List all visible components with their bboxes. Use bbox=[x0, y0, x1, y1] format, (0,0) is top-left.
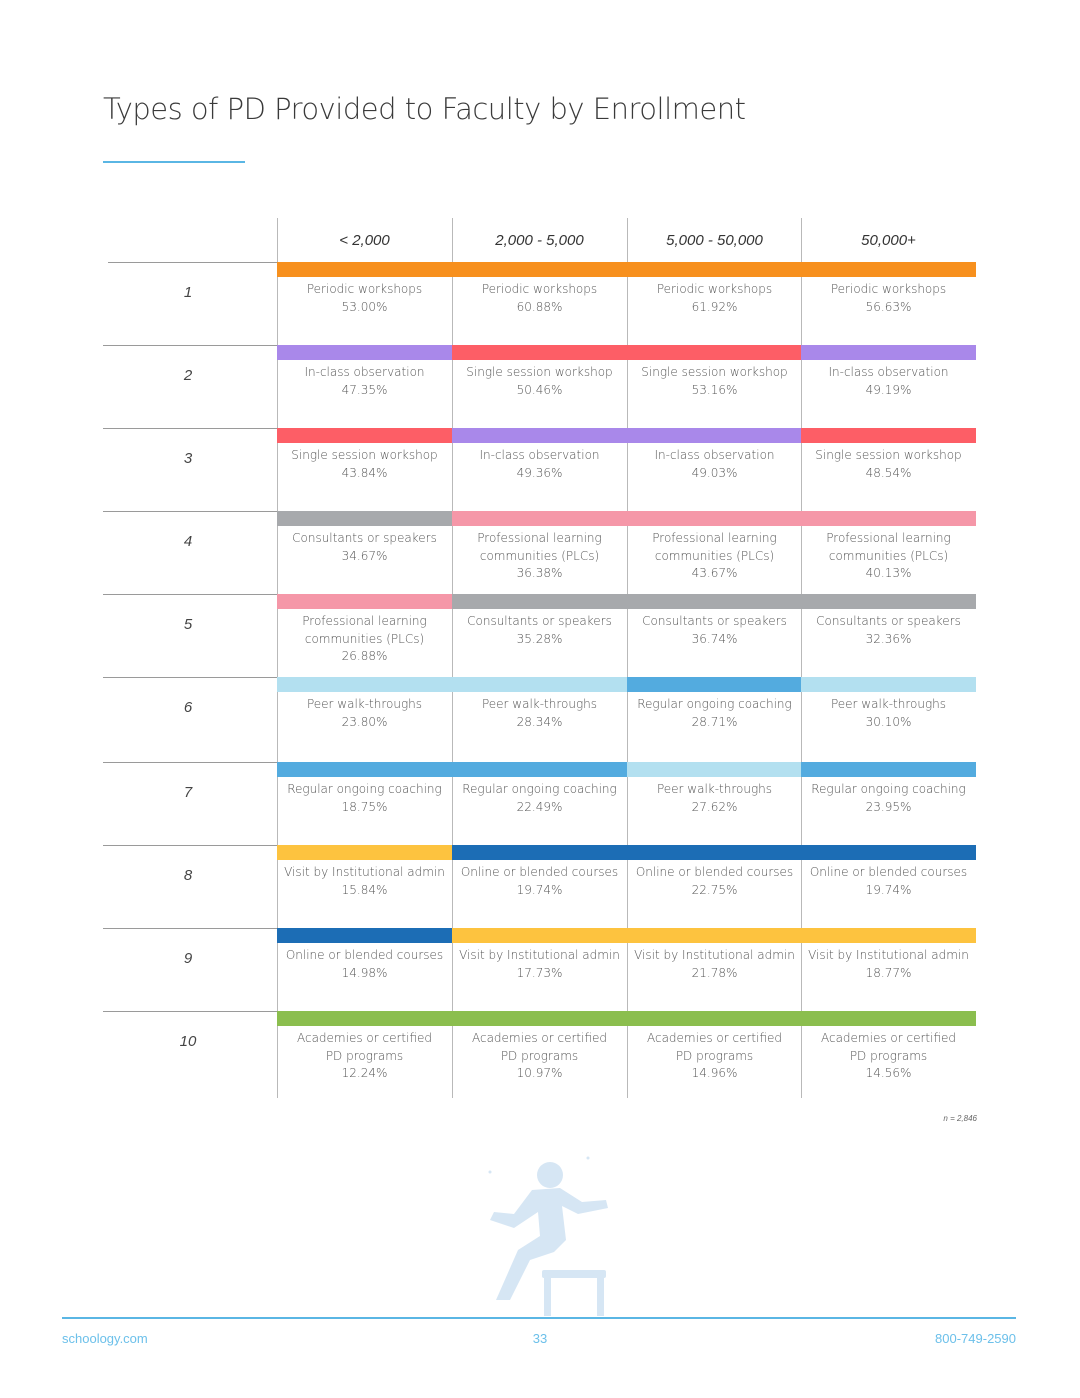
ranking-cell bbox=[627, 928, 802, 982]
pd-type-label: PD programs bbox=[849, 1048, 928, 1063]
pd-percentage: 60.88% bbox=[516, 299, 563, 314]
cell-text bbox=[801, 613, 976, 648]
ranking-cell bbox=[277, 594, 452, 666]
cell-text bbox=[452, 696, 627, 731]
pd-percentage: 49.03% bbox=[691, 465, 738, 480]
ranking-cell bbox=[801, 428, 976, 482]
pd-type-label: communities (PLCs) bbox=[828, 548, 949, 563]
category-color-bar bbox=[801, 1011, 976, 1026]
category-color-bar bbox=[452, 262, 627, 277]
pd-type-label: Visit by Institutional admin bbox=[284, 865, 445, 879]
pd-type-label: Single session workshop bbox=[815, 448, 962, 462]
cell-text bbox=[627, 530, 802, 583]
rank-label: 4 bbox=[183, 533, 193, 550]
cell-text bbox=[277, 447, 452, 482]
cell-text bbox=[277, 864, 452, 899]
pd-type-label: Periodic workshops bbox=[306, 282, 423, 296]
category-color-bar bbox=[452, 594, 627, 609]
cell-text bbox=[452, 947, 627, 982]
row-divider bbox=[103, 594, 277, 595]
pd-type-label: Academies or certified bbox=[646, 1031, 783, 1045]
cell-text bbox=[277, 281, 452, 316]
pd-percentage: 50.46% bbox=[516, 382, 563, 397]
row-divider bbox=[103, 677, 277, 678]
cell-text bbox=[452, 364, 627, 399]
cell-text bbox=[452, 613, 627, 648]
ranking-cell bbox=[627, 428, 802, 482]
category-color-bar bbox=[627, 345, 802, 360]
pd-type-label: Peer walk-throughs bbox=[656, 782, 773, 796]
pd-percentage: 28.34% bbox=[516, 714, 563, 729]
cell-text bbox=[452, 864, 627, 899]
category-color-bar bbox=[277, 762, 452, 777]
category-color-bar bbox=[277, 594, 452, 609]
page-number: 33 bbox=[532, 1331, 548, 1346]
rank-label: 5 bbox=[183, 616, 193, 633]
pd-type-label: Online or blended courses bbox=[285, 948, 444, 962]
pd-type-label: Single session workshop bbox=[291, 448, 438, 462]
pd-type-label: Consultants or speakers bbox=[292, 531, 437, 545]
pd-type-label: Academies or certified bbox=[296, 1031, 433, 1045]
ranking-cell bbox=[627, 762, 802, 816]
cell-text bbox=[801, 281, 976, 316]
pd-percentage: 19.74% bbox=[516, 882, 563, 897]
cell-text bbox=[452, 281, 627, 316]
pd-type-label: In-class observation bbox=[479, 448, 600, 462]
rank-label: 3 bbox=[183, 450, 193, 467]
ranking-cell bbox=[277, 677, 452, 731]
category-color-bar bbox=[627, 928, 802, 943]
ranking-cell bbox=[452, 594, 627, 648]
pd-type-label: Regular ongoing coaching bbox=[462, 782, 617, 796]
pd-percentage: 14.56% bbox=[865, 1066, 912, 1080]
cell-text bbox=[452, 447, 627, 482]
pd-percentage: 17.73% bbox=[516, 965, 563, 980]
footer-divider bbox=[62, 1317, 1016, 1319]
pd-percentage: 49.36% bbox=[516, 465, 563, 480]
ranking-cell bbox=[801, 762, 976, 816]
ranking-cell bbox=[452, 428, 627, 482]
sample-size-note: n = 2,846 bbox=[943, 1114, 977, 1123]
category-color-bar bbox=[277, 345, 452, 360]
category-color-bar bbox=[801, 677, 976, 692]
category-color-bar bbox=[627, 845, 802, 860]
pd-type-label: Professional learning bbox=[652, 531, 777, 545]
pd-type-label: Periodic workshops bbox=[830, 282, 947, 296]
pd-type-label: Consultants or speakers bbox=[642, 614, 787, 628]
pd-percentage: 28.71% bbox=[691, 714, 738, 729]
category-color-bar bbox=[277, 511, 452, 526]
rank-label: 6 bbox=[183, 699, 193, 716]
category-color-bar bbox=[801, 845, 976, 860]
pd-percentage: 30.10% bbox=[865, 714, 912, 729]
pd-percentage: 22.49% bbox=[516, 799, 563, 814]
rank-label: 2 bbox=[183, 367, 193, 384]
pd-percentage: 14.96% bbox=[691, 1066, 738, 1080]
rank-label: 9 bbox=[183, 950, 193, 967]
pd-type-label: Peer walk-throughs bbox=[306, 697, 423, 711]
category-color-bar bbox=[801, 762, 976, 777]
ranking-cell bbox=[452, 345, 627, 399]
pd-type-label: Peer walk-throughs bbox=[481, 697, 598, 711]
category-color-bar bbox=[277, 262, 452, 277]
cell-text bbox=[627, 1030, 802, 1083]
ranking-cell bbox=[627, 1011, 802, 1083]
category-color-bar bbox=[627, 262, 802, 277]
ranking-cell bbox=[801, 928, 976, 982]
row-divider bbox=[103, 345, 277, 346]
pd-type-label: In-class observation bbox=[828, 365, 949, 379]
cell-text bbox=[452, 1030, 627, 1083]
category-color-bar bbox=[277, 428, 452, 443]
pd-type-label: Regular ongoing coaching bbox=[287, 782, 442, 796]
pd-percentage: 14.98% bbox=[341, 965, 388, 980]
row-divider bbox=[103, 428, 277, 429]
category-color-bar bbox=[801, 345, 976, 360]
ranking-cell bbox=[452, 762, 627, 816]
ranking-cell bbox=[277, 1011, 452, 1083]
ranking-cell bbox=[277, 345, 452, 399]
category-color-bar bbox=[627, 511, 802, 526]
pd-percentage: 23.80% bbox=[341, 714, 388, 729]
pd-type-label: Professional learning bbox=[826, 531, 951, 545]
category-color-bar bbox=[452, 677, 627, 692]
pd-type-label: Academies or certified bbox=[820, 1031, 957, 1045]
pd-percentage: 48.54% bbox=[865, 465, 912, 480]
category-color-bar bbox=[277, 1011, 452, 1026]
cell-text bbox=[627, 613, 802, 648]
rank-label: 8 bbox=[183, 867, 193, 884]
category-color-bar bbox=[452, 345, 627, 360]
cell-text bbox=[627, 281, 802, 316]
ranking-cell bbox=[801, 594, 976, 648]
category-color-bar bbox=[801, 511, 976, 526]
column-header: 50,000+ bbox=[861, 232, 916, 249]
pd-percentage: 21.78% bbox=[691, 965, 738, 980]
cell-text bbox=[801, 781, 976, 816]
pd-percentage: 61.92% bbox=[691, 299, 738, 314]
category-color-bar bbox=[452, 428, 627, 443]
cell-text bbox=[627, 447, 802, 482]
pd-type-label: Professional learning bbox=[302, 614, 427, 628]
cell-text bbox=[452, 530, 627, 583]
footer-website-link[interactable]: schoology.com bbox=[62, 1331, 148, 1346]
pd-percentage: 27.62% bbox=[691, 799, 738, 814]
pd-type-label: Regular ongoing coaching bbox=[637, 697, 792, 711]
pd-type-label: Consultants or speakers bbox=[467, 614, 612, 628]
category-color-bar bbox=[452, 928, 627, 943]
pd-type-label: PD programs bbox=[500, 1048, 579, 1063]
hurdler-figure-icon bbox=[470, 1150, 620, 1320]
row-divider bbox=[103, 762, 277, 763]
pd-percentage: 53.16% bbox=[691, 382, 738, 397]
cell-text bbox=[277, 696, 452, 731]
pd-type-label: Professional learning bbox=[477, 531, 602, 545]
category-color-bar bbox=[801, 262, 976, 277]
ranking-cell bbox=[627, 594, 802, 648]
pd-percentage: 23.95% bbox=[865, 799, 912, 814]
cell-text bbox=[801, 696, 976, 731]
pd-type-label: Single session workshop bbox=[466, 365, 613, 379]
pd-percentage: 36.38% bbox=[516, 566, 563, 580]
pd-type-label: Periodic workshops bbox=[656, 282, 773, 296]
pd-percentage: 43.84% bbox=[341, 465, 388, 480]
rank-label: 1 bbox=[183, 284, 193, 301]
ranking-cell bbox=[627, 677, 802, 731]
pd-percentage: 47.35% bbox=[341, 382, 388, 397]
ranking-cell bbox=[452, 511, 627, 583]
page-title: Types of PD Provided to Faculty by Enrollment bbox=[103, 92, 746, 126]
cell-text bbox=[452, 781, 627, 816]
ranking-cell bbox=[627, 262, 802, 316]
pd-type-label: Visit by Institutional admin bbox=[634, 948, 795, 962]
pd-percentage: 40.13% bbox=[865, 566, 912, 580]
cell-text bbox=[801, 1030, 976, 1083]
ranking-cell bbox=[627, 345, 802, 399]
pd-percentage: 32.36% bbox=[865, 631, 912, 646]
column-header: 2,000 - 5,000 bbox=[495, 232, 584, 249]
pd-percentage: 15.84% bbox=[341, 882, 388, 897]
cell-text bbox=[277, 1030, 452, 1083]
pd-type-label: Online or blended courses bbox=[635, 865, 794, 879]
category-color-bar bbox=[452, 1011, 627, 1026]
pd-type-label: communities (PLCs) bbox=[304, 631, 425, 646]
pd-type-label: Single session workshop bbox=[641, 365, 788, 379]
ranking-cell bbox=[277, 428, 452, 482]
category-color-bar bbox=[627, 762, 802, 777]
cell-text bbox=[277, 530, 452, 565]
pd-percentage: 22.75% bbox=[691, 882, 738, 897]
pd-type-label: PD programs bbox=[325, 1048, 404, 1063]
row-divider bbox=[103, 1011, 277, 1012]
pd-percentage: 56.63% bbox=[865, 299, 912, 314]
cell-text bbox=[801, 447, 976, 482]
category-color-bar bbox=[801, 928, 976, 943]
ranking-cell bbox=[627, 845, 802, 899]
column-header: < 2,000 bbox=[339, 232, 390, 249]
ranking-cell bbox=[801, 262, 976, 316]
category-color-bar bbox=[627, 428, 802, 443]
cell-text bbox=[627, 864, 802, 899]
pd-type-label: communities (PLCs) bbox=[479, 548, 600, 563]
row-divider bbox=[103, 511, 277, 512]
ranking-cell bbox=[801, 511, 976, 583]
category-color-bar bbox=[801, 594, 976, 609]
row-divider bbox=[103, 928, 277, 929]
category-color-bar bbox=[452, 845, 627, 860]
pd-percentage: 35.28% bbox=[516, 631, 563, 646]
pd-type-label: In-class observation bbox=[304, 365, 425, 379]
pd-type-label: Visit by Institutional admin bbox=[459, 948, 620, 962]
footer-phone: 800-749-2590 bbox=[935, 1331, 1016, 1346]
row-divider bbox=[103, 845, 277, 846]
ranking-cell bbox=[801, 677, 976, 731]
category-color-bar bbox=[627, 1011, 802, 1026]
header-divider bbox=[108, 262, 277, 263]
cell-text bbox=[801, 364, 976, 399]
cell-text bbox=[627, 696, 802, 731]
pd-type-label: Visit by Institutional admin bbox=[808, 948, 969, 962]
ranking-cell bbox=[277, 928, 452, 982]
pd-percentage: 36.74% bbox=[691, 631, 738, 646]
pd-percentage: 19.74% bbox=[865, 882, 912, 897]
pd-type-label: PD programs bbox=[675, 1048, 754, 1063]
ranking-cell bbox=[452, 845, 627, 899]
cell-text bbox=[277, 947, 452, 982]
category-color-bar bbox=[627, 677, 802, 692]
pd-percentage: 34.67% bbox=[341, 548, 388, 563]
pd-type-label: communities (PLCs) bbox=[654, 548, 775, 563]
category-color-bar bbox=[277, 845, 452, 860]
rank-label: 7 bbox=[183, 784, 193, 801]
cell-text bbox=[627, 364, 802, 399]
cell-text bbox=[801, 530, 976, 583]
pd-type-label: Peer walk-throughs bbox=[830, 697, 947, 711]
column-header: 5,000 - 50,000 bbox=[666, 232, 763, 249]
pd-percentage: 43.67% bbox=[691, 566, 738, 580]
category-color-bar bbox=[277, 928, 452, 943]
ranking-cell bbox=[801, 1011, 976, 1083]
pd-type-label: In-class observation bbox=[654, 448, 775, 462]
ranking-cell bbox=[277, 511, 452, 565]
cell-text bbox=[277, 613, 452, 666]
category-color-bar bbox=[277, 677, 452, 692]
ranking-cell bbox=[277, 845, 452, 899]
pd-percentage: 18.77% bbox=[865, 965, 912, 980]
cell-text bbox=[801, 947, 976, 982]
ranking-cell bbox=[452, 928, 627, 982]
ranking-cell bbox=[452, 262, 627, 316]
ranking-cell bbox=[627, 511, 802, 583]
cell-text bbox=[277, 781, 452, 816]
ranking-cell bbox=[452, 677, 627, 731]
pd-type-label: Consultants or speakers bbox=[816, 614, 961, 628]
pd-type-label: Online or blended courses bbox=[460, 865, 619, 879]
ranking-cell bbox=[801, 845, 976, 899]
pd-type-label: Online or blended courses bbox=[809, 865, 968, 879]
ranking-cell bbox=[277, 762, 452, 816]
pd-percentage: 49.19% bbox=[865, 382, 912, 397]
category-color-bar bbox=[627, 594, 802, 609]
ranking-cell bbox=[452, 1011, 627, 1083]
pd-percentage: 10.97% bbox=[516, 1066, 563, 1080]
cell-text bbox=[277, 364, 452, 399]
cell-text bbox=[627, 947, 802, 982]
rank-label: 10 bbox=[179, 1033, 197, 1050]
pd-type-label: Periodic workshops bbox=[481, 282, 598, 296]
cell-text bbox=[801, 864, 976, 899]
pd-percentage: 53.00% bbox=[341, 299, 388, 314]
pd-type-label: Academies or certified bbox=[471, 1031, 608, 1045]
category-color-bar bbox=[452, 762, 627, 777]
cell-text bbox=[627, 781, 802, 816]
pd-type-label: Regular ongoing coaching bbox=[811, 782, 966, 796]
category-color-bar bbox=[801, 428, 976, 443]
ranking-cell bbox=[277, 262, 452, 316]
pd-percentage: 26.88% bbox=[341, 649, 388, 663]
pd-percentage: 18.75% bbox=[341, 799, 388, 814]
category-color-bar bbox=[452, 511, 627, 526]
pd-percentage: 12.24% bbox=[341, 1066, 388, 1080]
ranking-cell bbox=[801, 345, 976, 399]
